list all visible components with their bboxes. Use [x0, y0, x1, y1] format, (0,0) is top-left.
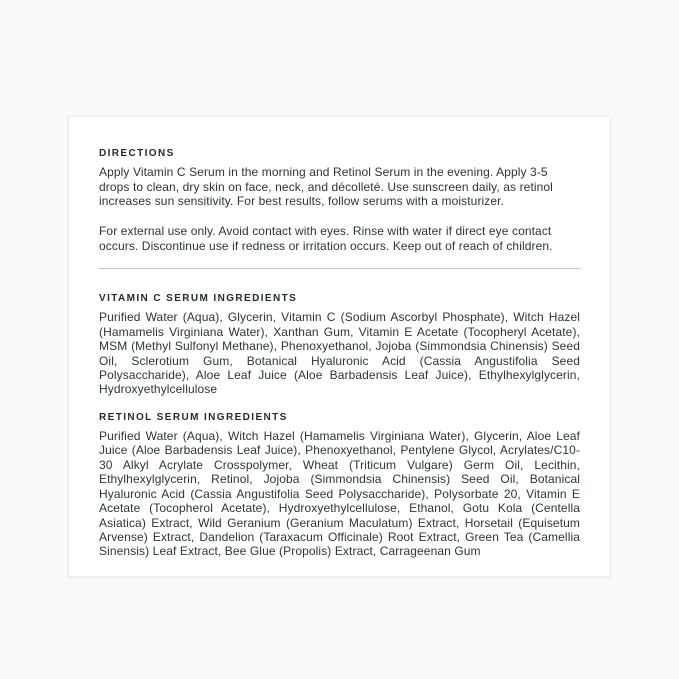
- directions-paragraph-usage: Apply Vitamin C Serum in the morning and Retinol Serum in the evening. Apply 3-5 drops to clean, dry skin on face, neck, and décolleté. Use sunscreen daily, as retinol increases sun sensitivity. For best results, follow serums with a moisturizer.: [99, 165, 553, 209]
- vitamin-c-ingredients-heading: VITAMIN C SERUM INGREDIENTS: [99, 293, 298, 305]
- directions-heading: DIRECTIONS: [99, 148, 175, 159]
- retinol-ingredients-text: Purified Water (Aqua), Witch Hazel (Hamamelis Virginiana Water), Glycerin, Aloe Leaf Juice (Aloe Barbadensis Leaf Juice), Phenoxyethanol, Pentylene Glycol, Acrylates/C10-30 Alkyl Acrylate Crosspolymer, Wheat (Triticum Vulgare) Germ Oil, Lecithin, Ethylhexylglycerin, Retinol, Jojoba (Simmondsia Chinensis) Seed Oil, Botanical Hyaluronic Acid (Cassia Angustifolia Seed Polysaccharide), Polysorbate 20, Vitamin E Acetate (Tocopherol Acetate), Hydroxyethylcellulose, Ethanol, Gotu Kola (Centella Asiatica) Extract, Wild Geranium (Geranium Maculatum) Extract, Horsetail (Equisetum Arvense) Extract, Dandelion (Taraxacum Officinale) Root Extract, Green Tea (Camellia Sinensis) Leaf Extract, Bee Glue (Propolis) Extract, Carrageenan Gum: [99, 429, 580, 559]
- section-divider: [99, 268, 580, 269]
- vitamin-c-ingredients-text: Purified Water (Aqua), Glycerin, Vitamin C (Sodium Ascorbyl Phosphate), Witch Hazel (Hamamelis Virginiana Water), Xanthan Gum, Vitamin E Acetate (Tocopheryl Acetate), MSM (Methyl Sulfonyl Methane), Phenoxyethanol, Jojoba (Simmondsia Chinensis) Seed Oil, Sclerotium Gum, Botanical Hyaluronic Acid (Cassia Angustifolia Seed Polysaccharide), Aloe Leaf Juice (Aloe Barbadensis Leaf Juice), Ethylhexylglycerin, Hydroxyethylcellulose: [99, 310, 580, 397]
- directions-paragraph-warning: For external use only. Avoid contact with eyes. Rinse with water if direct eye contact occurs. Discontinue use if redness or irritation occurs. Keep out of reach of children.: [99, 224, 553, 253]
- retinol-ingredients-heading: RETINOL SERUM INGREDIENTS: [99, 411, 288, 423]
- product-info-card: [68, 116, 611, 577]
